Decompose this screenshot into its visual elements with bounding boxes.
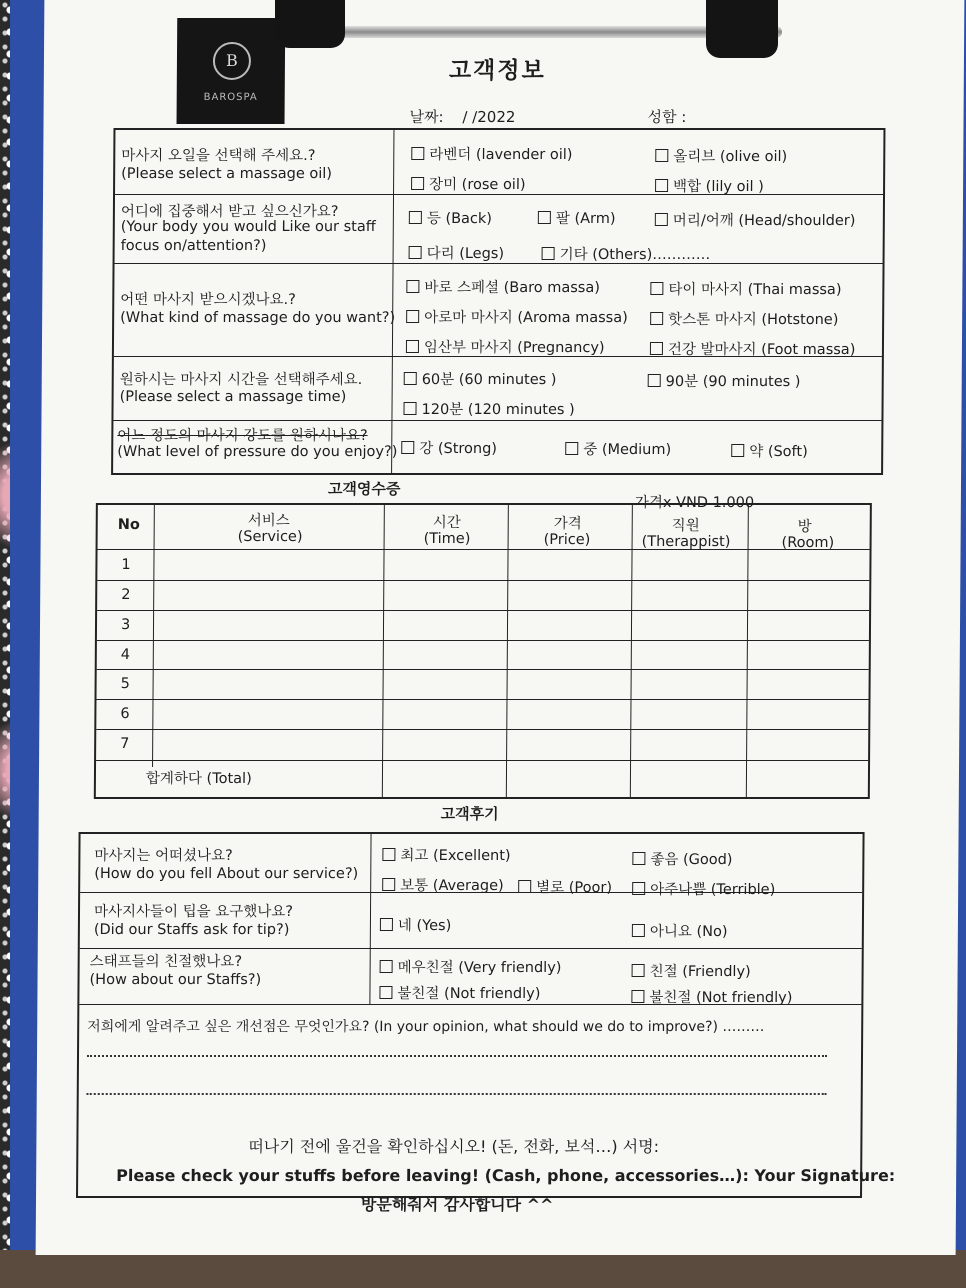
logo-text: BAROSPA xyxy=(203,92,258,103)
focus-question-ko: 어디에 집중해서 받고 싶으신가요? xyxy=(120,204,339,220)
option-90[interactable]: 90분 (90 minutes ) xyxy=(648,370,801,391)
option-lavender[interactable]: 라벤더 (lavender oil) xyxy=(411,143,572,164)
option-lily[interactable]: 백합 (lily oil ) xyxy=(655,175,764,196)
option-poor[interactable]: 별로 (Poor) xyxy=(518,876,612,897)
focus-question-en: (Your body you would Like our staff focus on/attention?) xyxy=(120,219,376,254)
staff-question-en: (How about our Staffs?) xyxy=(89,972,262,988)
service-question-ko: 마사지는 어떠셨나요? xyxy=(94,848,233,864)
option-pregnancy[interactable]: 임산부 마사지 (Pregnancy) xyxy=(406,336,605,357)
checkbox[interactable] xyxy=(648,374,661,387)
checkbox[interactable] xyxy=(632,852,645,865)
oil-question-ko: 마사지 오일을 선택해 주세요.? xyxy=(121,148,316,164)
checkbox[interactable] xyxy=(401,441,414,454)
option-soft[interactable]: 약 (Soft) xyxy=(731,440,808,461)
checkbox[interactable] xyxy=(655,213,668,226)
row-number: 5 xyxy=(120,676,130,692)
header-therapist-ko: 직원 xyxy=(671,518,700,534)
checkbox[interactable] xyxy=(409,211,422,224)
option-medium[interactable]: 중 (Medium) xyxy=(565,438,671,459)
header-price-ko: 가격 xyxy=(553,516,582,532)
oil-question-en: (Please select a massage oil) xyxy=(121,166,333,182)
option-strong[interactable]: 강 (Strong) xyxy=(401,437,497,458)
header-room-en: (Room) xyxy=(781,535,835,551)
option-120[interactable]: 120분 (120 minutes ) xyxy=(403,398,574,419)
option-60[interactable]: 60분 (60 minutes ) xyxy=(404,368,557,389)
checkbox[interactable] xyxy=(632,924,645,937)
date-label: 날짜: xyxy=(409,108,444,126)
checkbox[interactable] xyxy=(655,149,668,162)
header-price-en: (Price) xyxy=(543,532,591,548)
checkbox[interactable] xyxy=(380,960,393,973)
row-number: 4 xyxy=(120,647,131,663)
review-table xyxy=(76,832,896,1198)
option-yes[interactable]: 네 (Yes) xyxy=(380,914,451,935)
header-therapist-en: (Therappist) xyxy=(641,534,731,550)
option-legs[interactable]: 다리 (Legs) xyxy=(409,242,505,263)
option-others[interactable]: 기타 (Others)………… xyxy=(542,243,711,264)
logo-emblem: B xyxy=(213,42,251,80)
checkbox[interactable] xyxy=(632,964,645,977)
checkbox[interactable] xyxy=(731,444,744,457)
type-question-ko: 어떤 마사지 받으시겠나요.? xyxy=(120,292,296,308)
checkbox[interactable] xyxy=(404,372,417,385)
type-question-en: (What kind of massage do you want?) xyxy=(120,310,396,326)
option-olive[interactable]: 올리브 (olive oil) xyxy=(655,145,787,166)
checkbox[interactable] xyxy=(650,342,663,355)
option-rose[interactable]: 장미 (rose oil) xyxy=(411,173,526,194)
checkbox[interactable] xyxy=(650,282,663,295)
header-service-en: (Service) xyxy=(237,529,303,545)
tip-question-ko: 마사지사들이 팁을 요구했나요? xyxy=(93,904,294,920)
checkbox[interactable] xyxy=(411,177,424,190)
name-label: 성함 : xyxy=(647,108,687,126)
row-number: 7 xyxy=(120,736,130,752)
row-number: 1 xyxy=(121,557,131,573)
row-number: 3 xyxy=(120,617,131,633)
header-room-ko: 방 xyxy=(797,519,812,535)
option-head-shoulder[interactable]: 머리/어깨 (Head/shoulder) xyxy=(655,209,856,230)
checkbox[interactable] xyxy=(411,147,424,160)
checkbox[interactable] xyxy=(538,211,551,224)
improve-answer-line[interactable] xyxy=(87,1092,827,1095)
receipt-table xyxy=(94,503,872,799)
option-aroma[interactable]: 아로마 마사지 (Aroma massa) xyxy=(406,306,628,327)
option-very-friendly[interactable]: 메우친절 (Very friendly) xyxy=(380,956,562,977)
checkbox[interactable] xyxy=(542,247,555,260)
customer-form-sheet xyxy=(36,0,965,1255)
spa-logo xyxy=(177,18,286,124)
option-arm[interactable]: 팔 (Arm) xyxy=(538,207,616,228)
checkbox[interactable] xyxy=(382,878,395,891)
clip-hinge-left xyxy=(275,0,345,48)
option-good[interactable]: 좋음 (Good) xyxy=(632,848,732,869)
floor-background xyxy=(0,1250,966,1288)
option-back[interactable]: 등 (Back) xyxy=(409,207,492,228)
option-no[interactable]: 아니요 (No) xyxy=(632,920,728,941)
time-question-en: (Please select a massage time) xyxy=(119,389,347,405)
staff-question-ko: 스태프들의 친절했나요? xyxy=(89,954,243,970)
row-number: 2 xyxy=(121,587,131,603)
option-average[interactable]: 보통 (Average) xyxy=(382,874,504,895)
option-not-friendly[interactable]: 불친절 (Not friendly) xyxy=(379,982,540,1003)
leaving-notice-en: Please check your stuffs before leaving! (Cash, phone, accessories…): Your Signature: xyxy=(116,1166,896,1185)
service-question-en: (How do you fell About our service?) xyxy=(94,866,359,882)
price-unit: 가격x VND 1.000 xyxy=(634,495,755,511)
checkbox[interactable] xyxy=(379,986,392,999)
checkbox[interactable] xyxy=(406,310,419,323)
date-field[interactable] xyxy=(409,106,515,127)
total-label: 합계하다 (Total) xyxy=(145,771,252,787)
pressure-question-en: (What level of pressure do you enjoy?) xyxy=(117,444,398,460)
option-excellent[interactable]: 최고 (Excellent) xyxy=(382,844,510,865)
page-title: 고객정보 xyxy=(448,58,546,84)
option-hotstone[interactable]: 핫스톤 마사지 (Hotstone) xyxy=(650,308,838,329)
name-field[interactable] xyxy=(647,106,686,127)
checkbox[interactable] xyxy=(380,918,393,931)
option-thai[interactable]: 타이 마사지 (Thai massa) xyxy=(650,278,841,299)
option-baro[interactable]: 바로 스페셜 (Baro massa) xyxy=(406,276,600,297)
thanks-message: 방문해줘서 감사합니다 ^^ xyxy=(360,1195,554,1214)
checkbox[interactable] xyxy=(632,882,645,895)
option-not-friendly-2[interactable]: 불친절 (Not friendly) xyxy=(631,986,792,1007)
checkbox[interactable] xyxy=(382,848,395,861)
header-time-en: (Time) xyxy=(423,531,471,547)
header-time-ko: 시간 xyxy=(432,515,461,531)
improve-answer-line[interactable] xyxy=(87,1054,827,1057)
pressure-question-ko: 어느 정도의 마사지 강도를 원하시나요? xyxy=(117,428,368,444)
date-value: / /2022 xyxy=(462,108,516,126)
checkbox[interactable] xyxy=(565,442,578,455)
receipt-title: 고객영수증 xyxy=(327,480,401,498)
row-number: 6 xyxy=(120,706,130,722)
checkbox[interactable] xyxy=(406,340,419,353)
header-no: No xyxy=(117,517,140,533)
review-title: 고객후기 xyxy=(440,805,499,823)
checkbox[interactable] xyxy=(403,402,416,415)
checkbox[interactable] xyxy=(655,179,668,192)
checkbox[interactable] xyxy=(409,246,422,259)
clip-hinge-right xyxy=(706,0,778,58)
checkbox[interactable] xyxy=(406,280,419,293)
tip-question-en: (Did our Staffs ask for tip?) xyxy=(93,922,290,938)
checkbox[interactable] xyxy=(631,990,644,1003)
leaving-notice-ko: 떠나기 전에 울건을 확인하십시오! (돈, 전화, 보석…) 서명: xyxy=(248,1137,660,1156)
option-friendly[interactable]: 친절 (Friendly) xyxy=(632,960,751,981)
time-question-ko: 원하시는 마사지 시간을 선택해주세요. xyxy=(119,372,363,388)
option-terrible[interactable]: 아주나쁨 (Terrible) xyxy=(632,878,775,899)
checkbox[interactable] xyxy=(518,880,531,893)
checkbox[interactable] xyxy=(650,312,663,325)
option-foot[interactable]: 건강 발마사지 (Foot massa) xyxy=(650,338,856,359)
improve-prompt: 저희에게 알려주고 싶은 개선점은 무엇인가요? (In your opinion, what should we do to improve?) ……… xyxy=(87,1019,765,1035)
header-service-ko: 서비스 xyxy=(247,513,290,529)
intake-table xyxy=(111,128,885,475)
